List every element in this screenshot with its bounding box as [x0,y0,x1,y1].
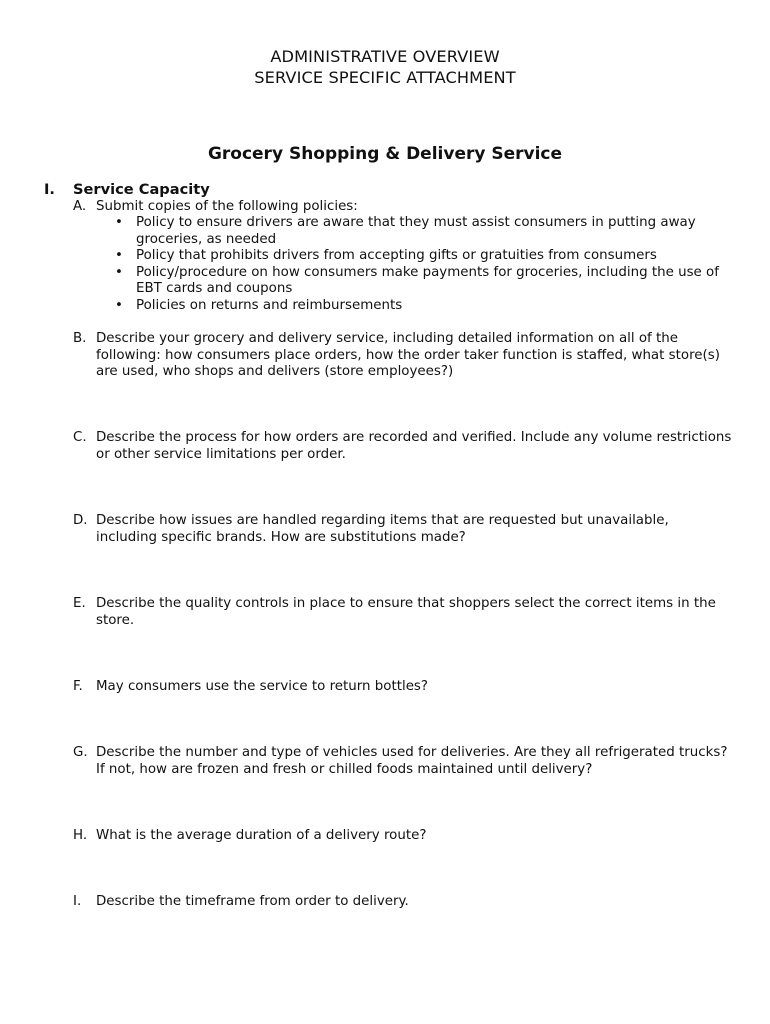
bullet-icon: • [115,297,123,313]
bullet-icon: • [115,248,123,263]
list-item-a [73,199,733,216]
item-letter: E. [73,596,86,611]
list-item-d [73,513,733,546]
policy-item [113,215,733,248]
item-text: Submit copies of the following policies: [96,199,358,214]
document-header [0,46,770,88]
item-text: Describe the process for how orders are recorded and verified. Include any volume restrictions or other service limitations per order. [96,430,732,462]
item-text: Describe the quality controls in place to ensure that shoppers select the correct items in the store. [96,596,716,628]
policy-item [113,248,733,265]
item-text: Describe the number and type of vehicles used for deliveries. Are they all refrigerated trucks? If not, how are frozen and fresh or chilled foods maintained until delivery? [96,745,728,777]
list-item-f [73,679,733,696]
item-letter: A. [73,199,87,214]
item-letter: I. [73,894,82,909]
policy-text: Policy/procedure on how consumers make payments for groceries, including the use of EBT cards and coupons [136,264,719,296]
policy-item [113,298,733,315]
item-text: May consumers use the service to return bottles? [96,679,429,694]
policy-text: Policy to ensure drivers are aware that they must assist consumers in putting away groceries, as needed [136,215,696,247]
item-text: What is the average duration of a delivery route? [96,828,427,843]
item-letter: F. [73,679,83,694]
bullet-icon: • [115,264,123,280]
header-line-2: SERVICE SPECIFIC ATTACHMENT [254,68,516,87]
list-item-h [73,828,733,845]
item-text: Describe your grocery and delivery service, including detailed information on all of the following: how consumers place orders, how the order taker function is staffed, what store(s) are used, who shops and delivers (store employees?) [96,331,720,379]
list-item-e [73,596,733,629]
item-text: Describe the timeframe from order to delivery. [96,894,409,909]
item-letter: H. [73,828,88,843]
policy-text: Policy that prohibits drivers from accepting gifts or gratuities from consumers [136,248,657,263]
policy-text: Policies on returns and reimbursements [136,297,403,313]
bullet-icon: • [115,215,123,230]
section-heading [44,180,210,199]
header-line-1: ADMINISTRATIVE OVERVIEW [270,47,500,66]
section-title: Service Capacity [73,181,210,198]
item-letter: B. [73,331,87,346]
item-letter: G. [73,745,88,760]
policy-list [113,215,733,314]
list-item-b [73,331,733,381]
list-item-c [73,430,733,463]
document-title: Grocery Shopping & Delivery Service [207,144,563,164]
item-letter: C. [73,430,87,445]
list-item-i [73,894,733,911]
policy-item [113,265,733,298]
list-item-g [73,745,733,778]
item-text: Describe how issues are handled regarding items that are requested but unavailable, including specific brands. How are substitutions made? [96,513,669,545]
section-number: I. [44,181,55,198]
item-letter: D. [73,513,88,528]
